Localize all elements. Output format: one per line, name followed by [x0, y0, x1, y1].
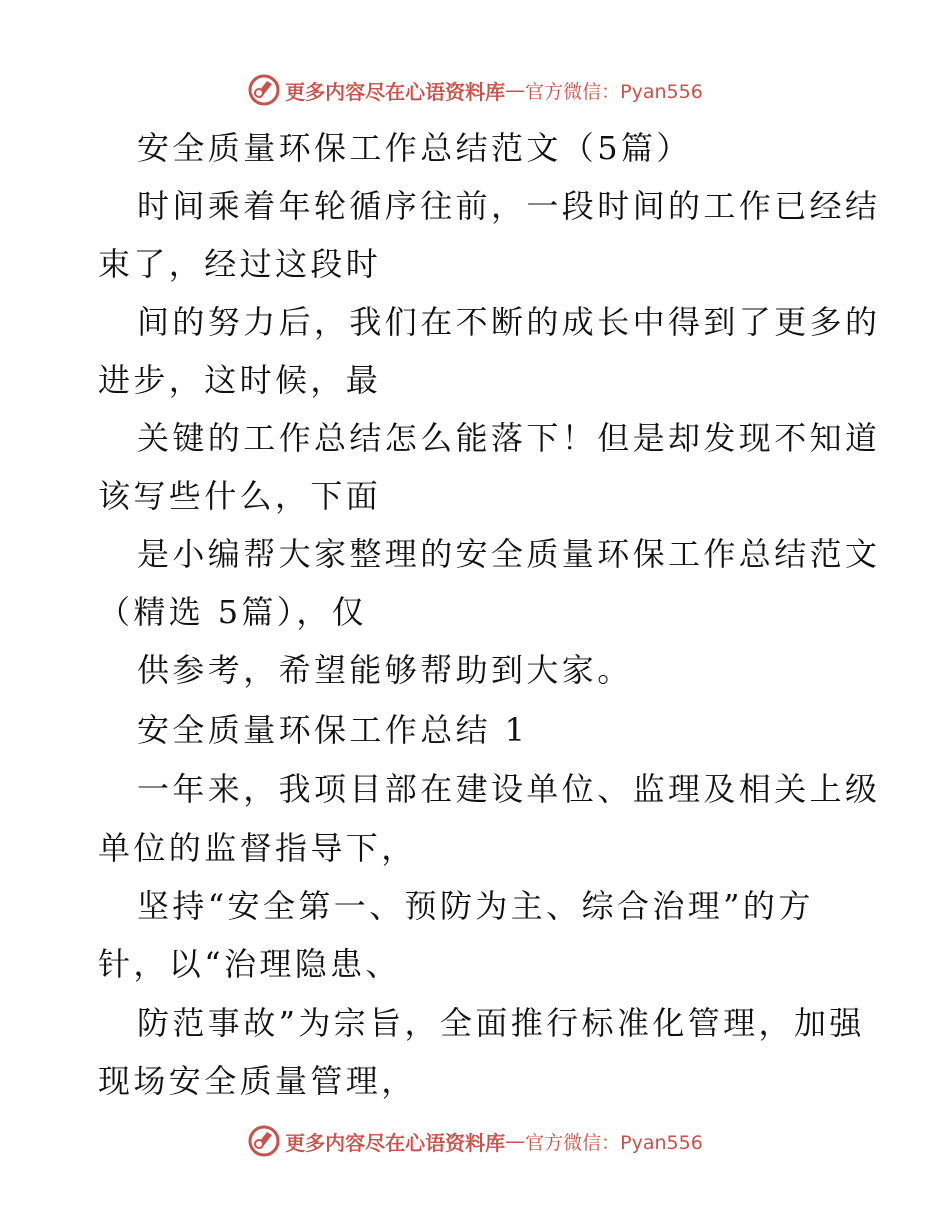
text-line: 供参考，希望能够帮助到大家。 [137, 651, 633, 689]
banner-dash: — [505, 1129, 526, 1153]
document-title: 安全质量环保工作总结范文（5篇） [137, 129, 692, 167]
text-line: 束了，经过这段时 [98, 245, 382, 283]
section-heading: 安全质量环保工作总结 1 [137, 711, 529, 749]
header-banner [0, 70, 950, 110]
footer-banner [0, 1121, 950, 1161]
text-line: 进步，这时候，最 [98, 361, 382, 399]
text-line: 针，以“治理隐患、 [98, 945, 401, 983]
banner-wechat-text: 官方微信：Pyan556 [525, 1131, 703, 1154]
text-line: 现场安全质量管理， [98, 1062, 417, 1100]
banner-brand-text: 更多内容尽在心语资料库 [285, 1130, 506, 1155]
banner-wechat-text: 官方微信：Pyan556 [525, 80, 703, 103]
brand-logo-icon [247, 1124, 281, 1158]
text-line: （精选 5篇），仅 [98, 593, 368, 631]
text-line: 该写些什么，下面 [98, 477, 382, 515]
text-line: 是小编帮大家整理的安全质量环保工作总结范文 [137, 535, 881, 573]
brand-logo-icon [247, 73, 281, 107]
banner-brand-text: 更多内容尽在心语资料库 [285, 79, 506, 104]
banner-dash: — [505, 78, 526, 102]
text-line: 坚持“安全第一、预防为主、综合治理”的方 [137, 887, 814, 925]
text-line: 防范事故”为宗旨，全面推行标准化管理，加强 [137, 1004, 865, 1042]
text-line: 关键的工作总结怎么能落下！但是却发现不知道 [137, 419, 881, 457]
text-line: 间的努力后，我们在不断的成长中得到了更多的 [137, 303, 881, 341]
text-line: 单位的监督指导下， [98, 829, 417, 867]
text-line: 一年来，我项目部在建设单位、监理及相关上级 [137, 770, 881, 808]
text-line: 时间乘着年轮循序往前，一段时间的工作已经结 [137, 187, 881, 225]
